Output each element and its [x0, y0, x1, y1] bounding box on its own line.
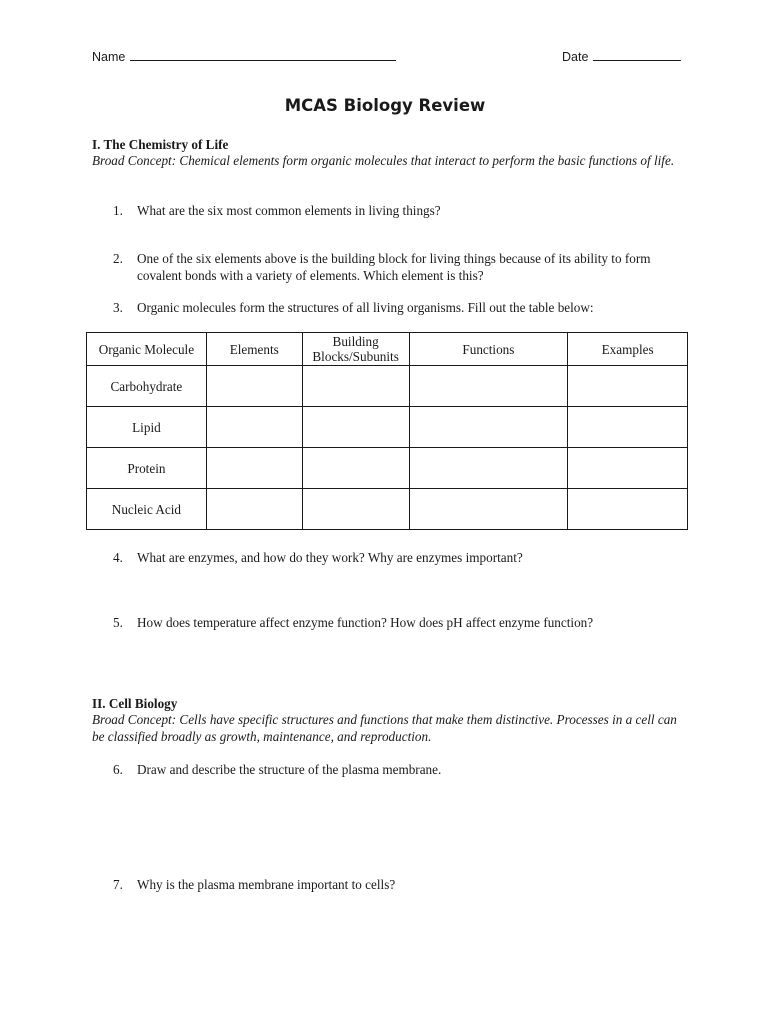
name-field [92, 48, 396, 64]
table-row [87, 366, 688, 407]
question-number: 2. [113, 251, 123, 266]
question-number: 6. [113, 762, 123, 777]
question-number: 4. [113, 550, 123, 565]
answer-cell[interactable] [409, 448, 568, 489]
row-label: Protein [87, 448, 207, 489]
page-title: MCAS Biology Review [284, 96, 486, 115]
question-text: One of the six elements above is the building block for living things because of its ability to form covalent bonds with a variety of elements. Which element is this? [137, 251, 651, 283]
answer-cell[interactable] [409, 407, 568, 448]
row-label: Nucleic Acid [87, 489, 207, 530]
answer-cell[interactable] [409, 489, 568, 530]
column-header: Functions [409, 333, 568, 366]
organic-molecule-table [86, 332, 688, 530]
question-text: Organic molecules form the structures of all living organisms. Fill out the table below: [137, 300, 594, 315]
section-1-heading: I. The Chemistry of Life [92, 137, 229, 152]
answer-cell[interactable] [409, 366, 568, 407]
table-header-row [87, 333, 688, 366]
answer-cell[interactable] [206, 407, 302, 448]
answer-cell[interactable] [568, 448, 688, 489]
answer-cell[interactable] [206, 489, 302, 530]
name-blank-line[interactable] [130, 48, 396, 61]
answer-cell[interactable] [206, 366, 302, 407]
row-label: Lipid [87, 407, 207, 448]
question-text: What are enzymes, and how do they work? Why are enzymes important? [137, 550, 523, 565]
question-text: What are the six most common elements in living things? [137, 203, 441, 218]
answer-cell[interactable] [302, 489, 409, 530]
date-field [562, 48, 681, 64]
date-blank-line[interactable] [593, 48, 681, 61]
date-label: Date [562, 50, 589, 64]
question-text: Draw and describe the structure of the plasma membrane. [137, 762, 442, 777]
answer-cell[interactable] [568, 366, 688, 407]
question-number: 7. [113, 877, 123, 892]
section-2-concept: Broad Concept: Cells have specific structures and functions that make them distinctive. Processes in a cell can be classified broadly as growth, maintenance, and reproduction. [92, 712, 677, 744]
answer-cell[interactable] [302, 407, 409, 448]
section-2-heading: II. Cell Biology [92, 696, 178, 711]
answer-cell[interactable] [302, 448, 409, 489]
answer-cell[interactable] [568, 407, 688, 448]
column-header: Examples [568, 333, 688, 366]
section-1-concept: Broad Concept: Chemical elements form organic molecules that interact to perform the basic functions of life. [92, 153, 675, 168]
answer-cell[interactable] [206, 448, 302, 489]
question-text: How does temperature affect enzyme function? How does pH affect enzyme function? [137, 615, 594, 630]
answer-cell[interactable] [568, 489, 688, 530]
table-row [87, 489, 688, 530]
column-header [302, 333, 409, 366]
name-label: Name [92, 50, 126, 64]
table-row [87, 448, 688, 489]
column-header: Organic Molecule [87, 333, 207, 366]
question-number: 3. [113, 300, 123, 315]
row-label: Carbohydrate [87, 366, 207, 407]
question-number: 1. [113, 203, 123, 218]
column-header-text: Building Blocks/Subunits [312, 334, 399, 364]
question-text: Why is the plasma membrane important to cells? [137, 877, 396, 892]
question-number: 5. [113, 615, 123, 630]
table-row [87, 407, 688, 448]
answer-cell[interactable] [302, 366, 409, 407]
column-header: Elements [206, 333, 302, 366]
